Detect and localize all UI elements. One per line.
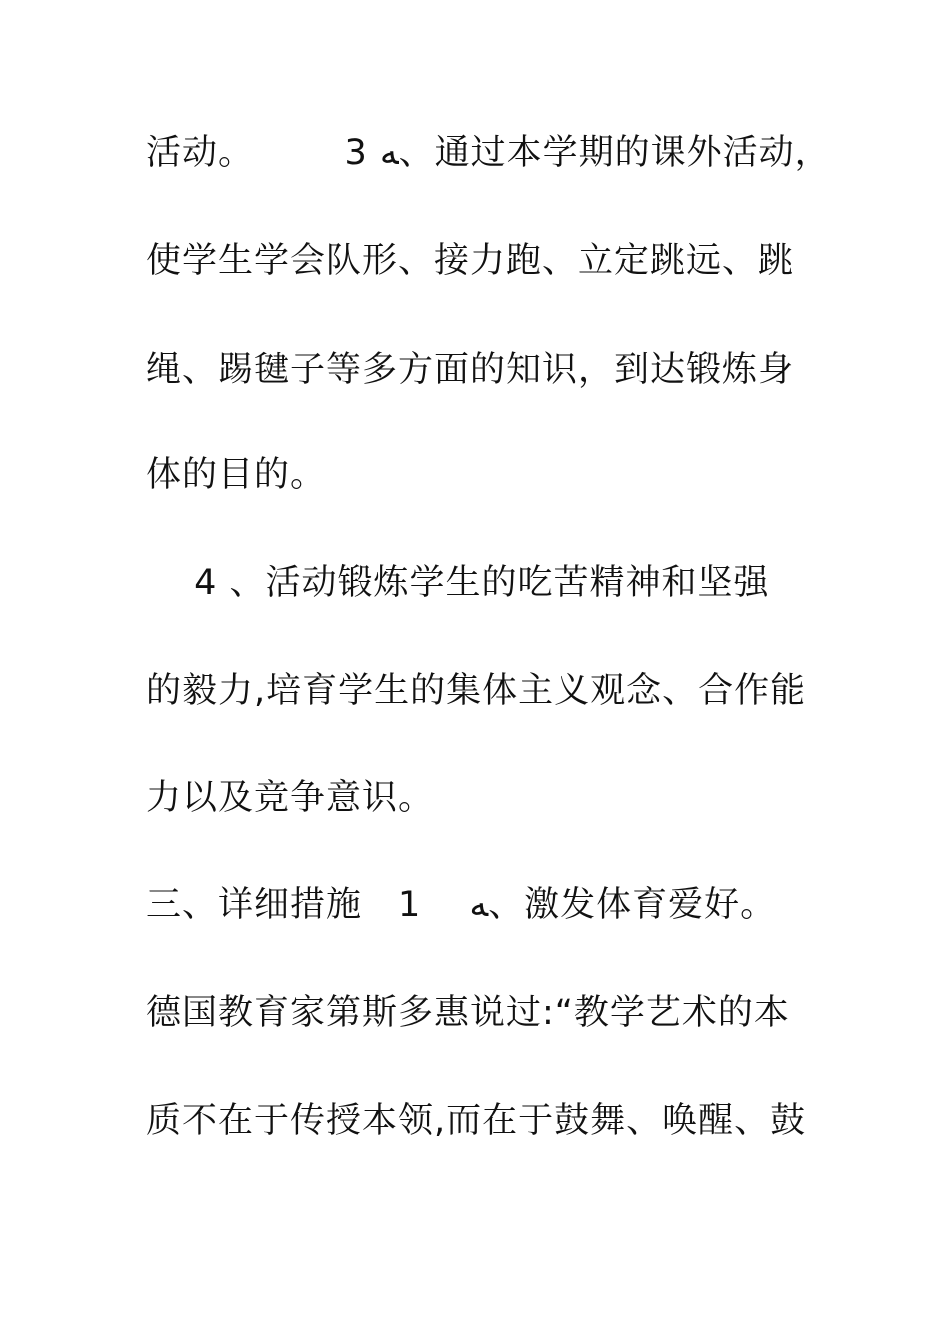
text-line-7: 力以及竞争意识。 [146,778,435,818]
text-line-2: 使学生学会队形、接力跑、立定跳远、跳 [146,241,795,281]
text-line-1: 活动。 3 ﻪ、通过本学期的课外活动， [146,133,831,173]
text-line-5: 4 、活动锻炼学生的吃苦精神和坚强 [146,563,770,603]
text-line-4: 体的目的。 [146,455,327,495]
text-line-10: 质不在于传授本领,而在于鼓舞、唤醒、鼓 [146,1101,807,1141]
text-line-8: 三、详细措施 1 ﻪ、激发体育爱好。 [146,885,777,925]
text-line-6: 的毅力,培育学生的集体主义观念、合作能 [146,671,807,711]
text-line-9: 德国教育家第斯多惠说过:“教学艺术的本 [146,993,790,1033]
text-line-3: 绳、踢毽子等多方面的知识，到达锻炼身 [146,350,795,390]
